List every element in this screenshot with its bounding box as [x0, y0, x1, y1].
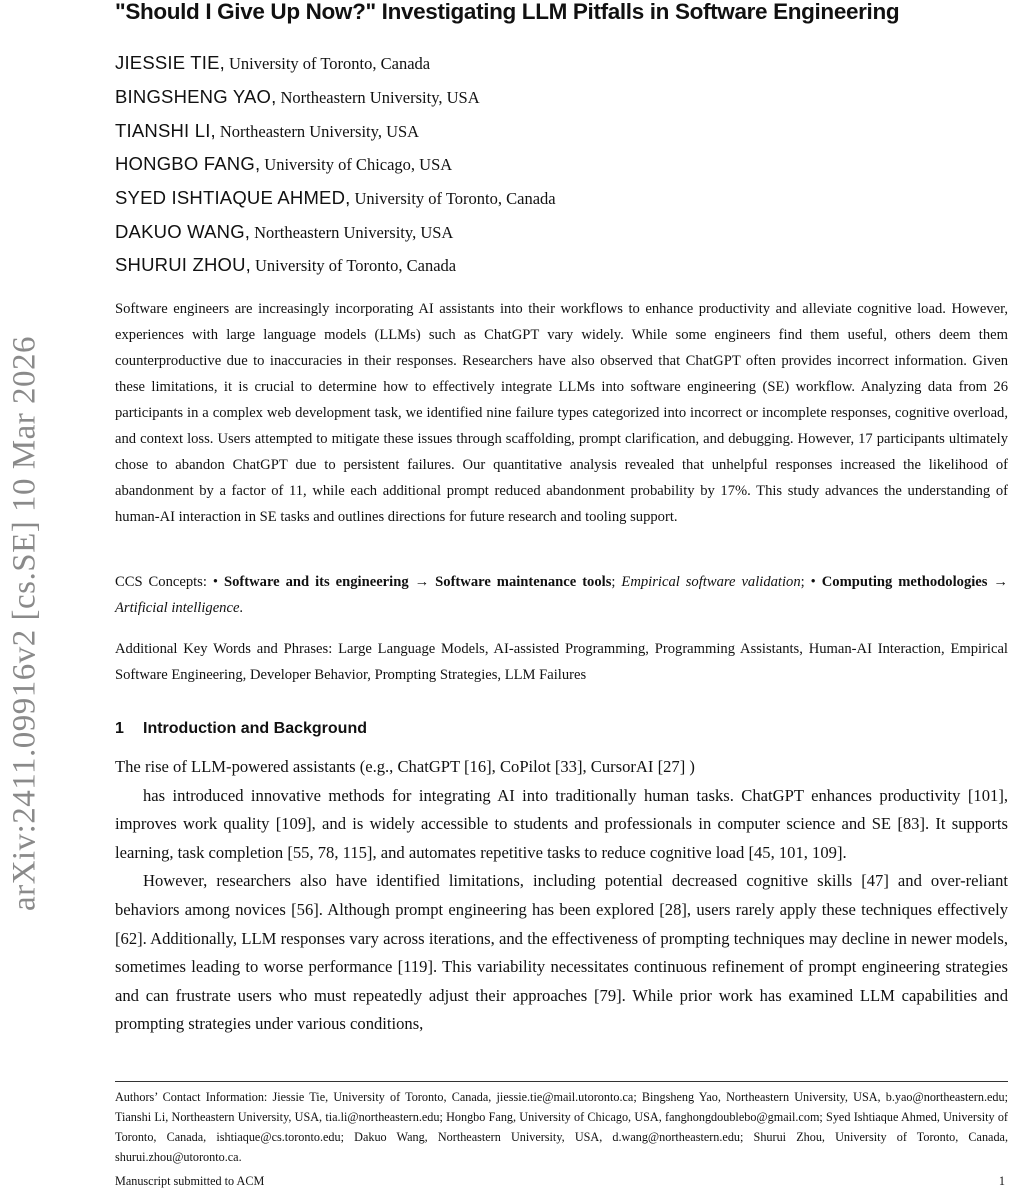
author: [115, 153, 452, 177]
author-affiliation: University of Toronto, Canada: [354, 189, 556, 208]
author-affiliation: Northeastern University, USA: [254, 223, 454, 242]
section-number: 1: [115, 720, 124, 737]
author: [115, 254, 456, 278]
footer-venue: Manuscript submitted to ACM: [115, 1174, 265, 1188]
paragraph: However, researchers also have identified limitations, including potential decreased cognitive skills [47] and over-reliant behaviors among novices [56]. Although prompt engineering has been explored [28], users rarely apply these techniques effectively [62]. Additionally, LLM responses vary across iterations, and the effectiveness of prompting techniques may decline in newer models, sometimes leading to worse performance [119]. This variability necessitates continuous refinement of prompt engineering strategies and can frustrate users who must repeatedly adjust their approaches [79]. While prior work has examined LLM capabilities and prompting strategies under various conditions,: [115, 871, 1008, 1034]
paragraph: has introduced innovative methods for integrating AI into traditionally human tasks. ChatGPT enhances productivity [101], improves work quality [109], and is widely accessible to students and professionals in computer science and SE [83]. It supports learning, task completion [55, 78, 115], and automates repetitive tasks to reduce cognitive load [45, 101, 109].: [115, 785, 1008, 862]
footnote-divider: [115, 1081, 1008, 1082]
ccs-label: CCS Concepts: •: [115, 574, 218, 590]
author-affiliation: University of Toronto, Canada: [255, 256, 457, 275]
section-heading: [115, 720, 367, 738]
ccs-arrow: →: [987, 574, 1009, 590]
author: [115, 120, 419, 144]
section-title: Introduction and Background: [143, 720, 367, 737]
author-name: TIANSHI LI,: [115, 120, 216, 141]
ccs-concepts: [115, 569, 1008, 621]
arxiv-watermark: arXiv:2411.09916v2 [cs.SE] 10 Mar 2026: [6, 335, 43, 912]
author-name: BINGSHENG YAO,: [115, 86, 277, 107]
author: [115, 221, 453, 245]
ccs-separator: ;: [611, 574, 622, 590]
ccs-arrow: →: [408, 574, 436, 590]
paragraph: The rise of LLM-powered assistants (e.g., ChatGPT [16], CoPilot [33], CursorAI [27] ): [115, 757, 695, 776]
author-affiliation: Northeastern University, USA: [280, 88, 480, 107]
author: [115, 187, 556, 211]
ccs-concept: Software and its engineering: [223, 574, 409, 590]
ccs-concept: Software maintenance tools: [435, 574, 612, 590]
author-name: JIESSIE TIE,: [115, 52, 226, 73]
author-name: DAKUO WANG,: [115, 221, 251, 242]
paper-title: "Should I Give Up Now?" Investigating LLM Pitfalls in Software Engineering: [115, 0, 900, 24]
ccs-concept: Computing methodologies: [821, 574, 988, 590]
author-name: SHURUI ZHOU,: [115, 254, 252, 275]
ccs-end: .: [239, 600, 244, 616]
author-affiliation: Northeastern University, USA: [219, 122, 420, 141]
author-affiliation: University of Toronto, Canada: [229, 54, 431, 73]
author-contact-footnote: Authors’ Contact Information: Jiessie Tie, University of Toronto, Canada, jiessie.tie@mail.utoronto.ca; Bingsheng Yao, Northeastern University, USA, b.yao@northeastern.edu; Tianshi Li, Northeastern University, USA, tia.li@northeastern.edu; Hongbo Fang, University of Chicago, USA, fanghongdoublebo@gmail.com; Syed Ishtiaque Ahmed, University of Toronto, Canada, ishtiaque@cs.toronto.edu; Dakuo Wang, Northeastern University, USA, d.wang@northeastern.edu; Shurui Zhou, University of Toronto, Canada, shurui.zhou@utoronto.ca.: [115, 1090, 1008, 1164]
ccs-concept: Artificial intelligence: [115, 600, 240, 616]
introduction-body: [115, 753, 1008, 1039]
ccs-concept: Empirical software validation: [621, 574, 801, 590]
author-name: HONGBO FANG,: [115, 153, 261, 174]
author-affiliation: University of Chicago, USA: [264, 155, 453, 174]
page-number: 1: [998, 1174, 1005, 1188]
abstract: Software engineers are increasingly incorporating AI assistants into their workflows to enhance productivity and alleviate cognitive load. However, experiences with large language models (LLMs) such as ChatGPT vary widely. While some engineers find them useful, others deem them counterproductive due to inaccuracies in their responses. Researchers have also observed that ChatGPT often provides incorrect information. Given these limitations, it is crucial to determine how to effectively integrate LLMs into software engineering (SE) workflow. Analyzing data from 26 participants in a complex web development task, we identified nine failure types categorized into incorrect or incomplete responses, cognitive overload, and context loss. Users attempted to mitigate these issues through scaffolding, prompt clarification, and debugging. However, 17 participants ultimately chose to abandon ChatGPT due to persistent failures. Our quantitative analysis revealed that unhelpful responses increased the likelihood of abandonment by a factor of 11, while each additional prompt reduced abandonment probability by 17%. This study advances the understanding of human-AI interaction in SE tasks and outlines directions for future research and tooling support.: [115, 301, 1008, 525]
ccs-separator: ; •: [800, 574, 822, 590]
keywords: Additional Key Words and Phrases: Large Language Models, AI-assisted Programming, Programming Assistants, Human-AI Interaction, Empirical Software Engineering, Developer Behavior, Prompting Strategies, LLM Failures: [115, 641, 1008, 683]
author: [115, 52, 430, 76]
author: [115, 86, 480, 110]
author-name: SYED ISHTIAQUE AHMED,: [115, 187, 351, 208]
